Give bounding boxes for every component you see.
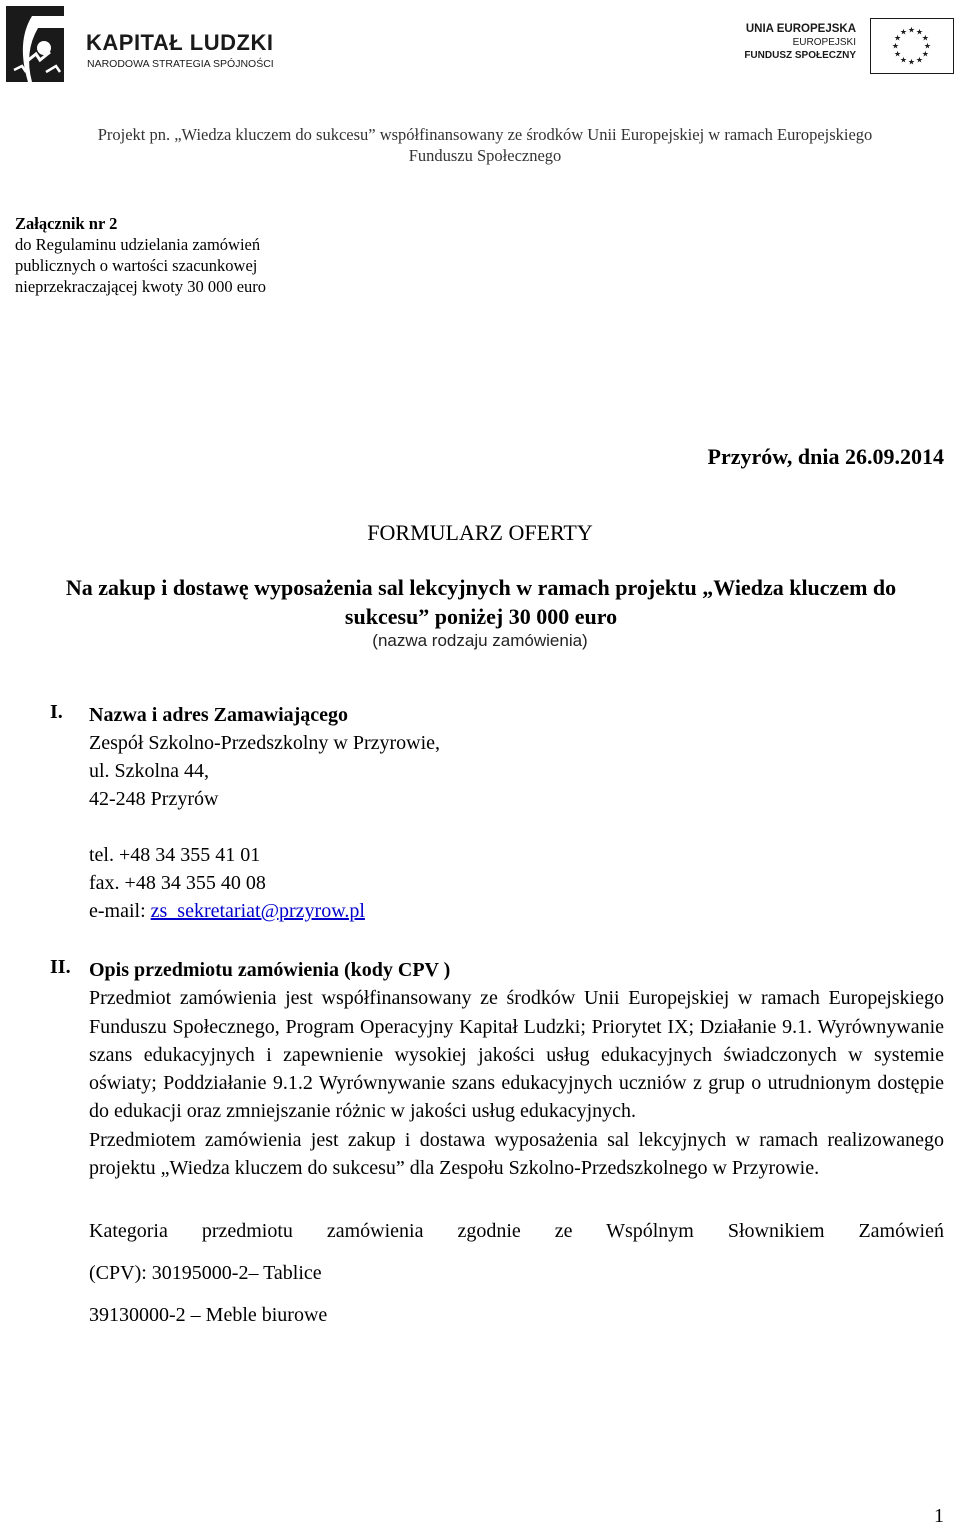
section-2-paragraph-2: Przedmiotem zamówienia jest zakup i dostawa wyposażenia sal lekcyjnych w ramach realizowanego projektu „Wiedza kluczem do sukcesu” dla Zespołu Szkolno-Przedszkolnego w Przyrowie. [89, 1128, 944, 1180]
project-line-2: Funduszu Społecznego [408, 146, 562, 165]
attachment-title: Załącznik nr 2 [15, 214, 118, 233]
eu-flag-icon [870, 18, 954, 74]
eu-star-icon: ★ [891, 41, 900, 51]
eu-logo-line2: EUROPEJSKI [792, 37, 856, 48]
orderer-email-row [89, 897, 440, 925]
email-link[interactable]: zs_sekretariat@przyrow.pl [150, 900, 365, 922]
attachment-line-3: nieprzekraczającej kwoty 30 000 euro [15, 277, 267, 296]
kapital-ludzki-logo [2, 2, 292, 84]
page-number: 1 [934, 1505, 944, 1527]
eu-star-icon: ★ [894, 49, 902, 59]
orderer-tel: tel. +48 34 355 41 01 [89, 844, 261, 866]
attachment-line-2: publicznych o wartości szacunkowej [15, 256, 258, 275]
email-label: e-mail: [89, 900, 151, 922]
cpv-category-text: Kategoria przedmiotu zamówienia zgodnie ze Wspólnym Słownikiem Zamówień [89, 1220, 944, 1243]
eu-star-icon: ★ [907, 25, 916, 35]
orderer-fax: fax. +48 34 355 40 08 [89, 872, 266, 894]
eu-star-icon: ★ [915, 55, 924, 65]
eu-logo-line1: UNIA EUROPEJSKA [745, 23, 856, 35]
form-subtitle-line-1: Na zakup i dostawę wyposażenia sal lekcyjnych w ramach projektu „Wiedza kluczem do [65, 575, 897, 600]
eu-star-icon: ★ [894, 33, 902, 43]
section-2-number: II. [50, 956, 71, 978]
attachment-line-1: do Regulaminu udzielania zamówień [15, 235, 261, 254]
eu-star-icon: ★ [899, 27, 908, 37]
section-2 [89, 956, 944, 1336]
project-line-1: Projekt pn. „Wiedza kluczem do sukcesu” współfinansowany ze środków Unii Europejskiej w ramach Europejskiego [97, 125, 873, 144]
eu-star-icon: ★ [899, 55, 908, 65]
kapital-ludzki-subtitle: NARODOWA STRATEGIA SPÓJNOŚCI [87, 58, 274, 70]
project-funding-line [40, 124, 930, 166]
orderer-city: 42-248 Przyrów [89, 788, 219, 810]
orderer-name: Zespół Szkolno-Przedszkolny w Przyrowie, [89, 732, 441, 754]
cpv-code-2: 39130000-2 – Meble biurowe [89, 1304, 328, 1327]
attachment-block [15, 213, 266, 297]
eu-star-icon: ★ [915, 27, 924, 37]
section-2-paragraph-1: Przedmiot zamówienia jest współfinansowany ze środków Unii Europejskiej w ramach Europejskiego Funduszu Społecznego, Program Operacyjny Kapitał Ludzki; Priorytet IX; Działanie 9.1. Wyrównywanie szans edukacyjnych i zapewnienie wysokiej jakości usług edukacyjnych świadczonych w systemie oświaty; Poddziałanie 9.1.2 Wyrównywanie szans edukacyjnych uczniów z grup o utrudnionym dostępie do edukacji oraz zmniejszanie różnic w jakości usług edukacyjnych. [89, 987, 944, 1123]
cpv-code-1: (CPV): 30195000-2– Tablice [89, 1262, 322, 1285]
eu-logo-line3: FUNDUSZ SPOŁECZNY [744, 50, 856, 61]
eu-star-icon: ★ [921, 33, 929, 43]
form-subtitle [15, 573, 947, 631]
eu-star-icon: ★ [921, 49, 929, 59]
form-subnote: (nazwa rodzaju zamówienia) [372, 631, 588, 650]
orderer-street: ul. Szkolna 44, [89, 760, 209, 782]
section-1-heading: Nazwa i adres Zamawiającego [89, 704, 349, 726]
eu-logo-text [744, 22, 856, 62]
eu-star-icon: ★ [923, 41, 932, 51]
kapital-ludzki-emblem-icon [2, 2, 82, 84]
form-title: FORMULARZ OFERTY [367, 520, 593, 545]
section-2-heading: Opis przedmiotu zamówienia (kody CPV ) [89, 959, 451, 981]
place-date: Przyrów, dnia 26.09.2014 [707, 444, 944, 469]
section-1 [89, 701, 440, 925]
eu-esf-logo [744, 18, 954, 78]
eu-star-icon: ★ [907, 57, 916, 67]
form-subtitle-line-2: sukcesu” poniżej 30 000 euro [344, 604, 618, 629]
kapital-ludzki-title: KAPITAŁ LUDZKI [86, 30, 274, 55]
section-1-number: I. [50, 701, 63, 723]
